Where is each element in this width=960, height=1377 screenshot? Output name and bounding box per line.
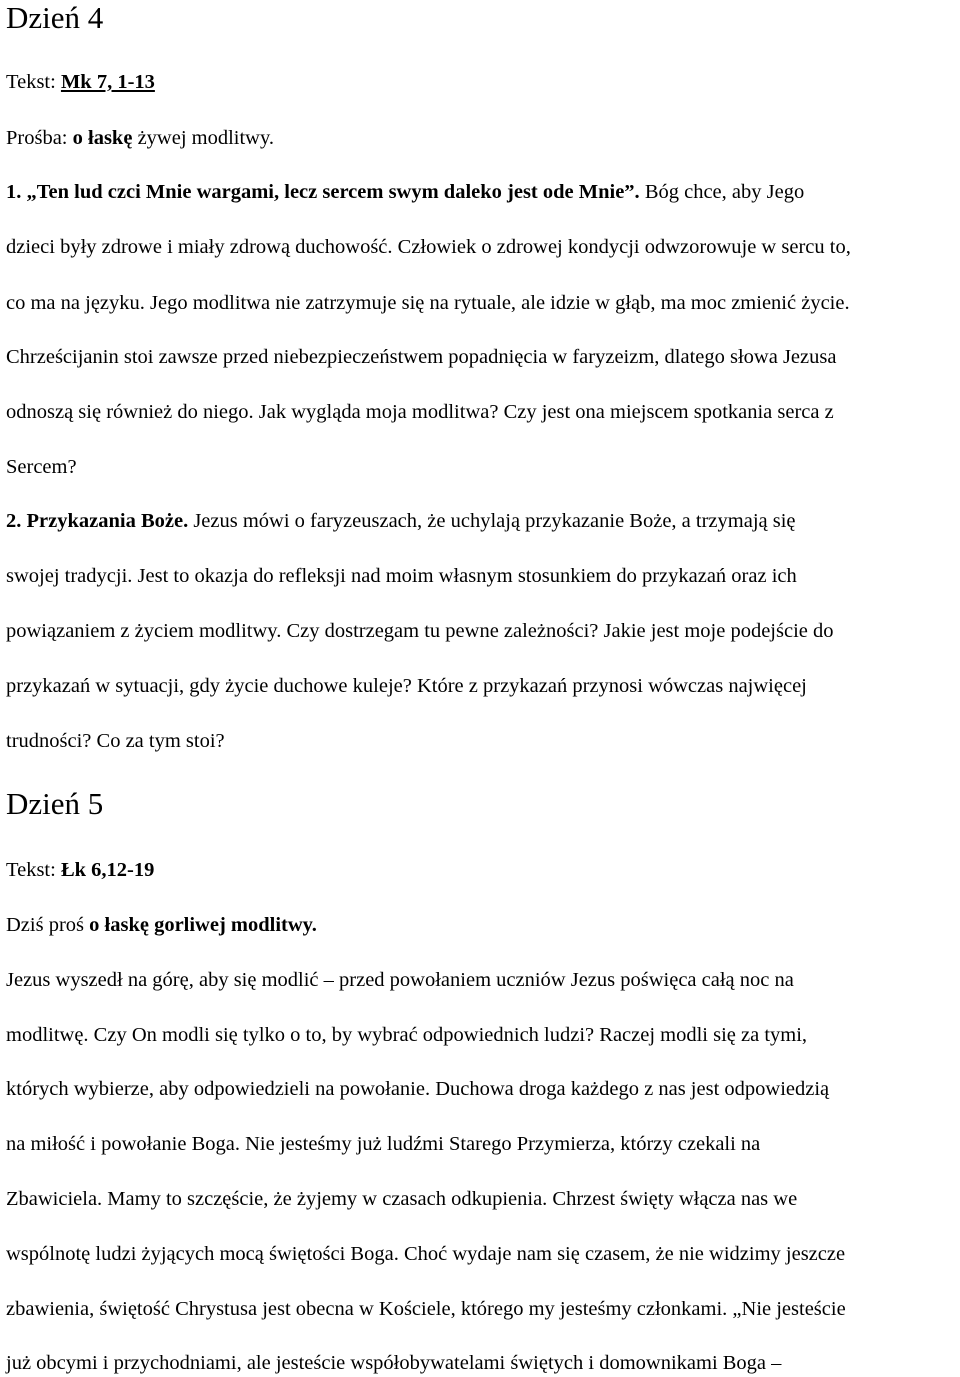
day5-title: Dzień 5 — [6, 786, 104, 821]
day5-body-line: wspólnotę ludzi żyjących mocą świętości Boga. Choć wydaje nam się czasem, że nie widzimy jeszcze — [6, 1243, 846, 1265]
day4-point2-text: Jezus mówi o faryzeuszach, że uchylają przykazanie Boże, a trzymają się — [188, 510, 796, 532]
day5-body-line: Jezus wyszedł na górę, aby się modlić – przed powołaniem uczniów Jezus poświęca całą noc na — [6, 969, 794, 991]
day5-text-label: Tekst: — [6, 859, 61, 881]
day4-p1-line: odnoszą się również do niego. Jak wygląda moja modlitwa? Czy jest ona miejscem spotkania serca z — [6, 401, 834, 423]
day5-request-bold: o łaskę gorliwej modlitwy. — [89, 914, 317, 936]
day4-p1-line: Sercem? — [6, 456, 77, 478]
day4-point2-heading: 2. Przykazania Boże. — [6, 510, 189, 532]
day4-p1-line: co ma na języku. Jego modlitwa nie zatrzymuje się na rytuale, ale idzie w głąb, ma moc zmienić życie. — [6, 292, 850, 314]
day5-body-line: zbawienia, świętość Chrystusa jest obecna w Kościele, którego my jesteśmy członkami. „Nie jesteście — [6, 1298, 846, 1320]
day4-text-reference — [6, 69, 155, 96]
day4-p2-line: powiązaniem z życiem modlitwy. Czy dostrzegam tu pewne zależności? Jakie jest moje podejście do — [6, 620, 834, 642]
day4-p1-line: dzieci były zdrowe i miały zdrową duchowość. Człowiek o zdrowej kondycji odwzorowuje w sercu to, — [6, 236, 851, 258]
day4-request-bold: o łaskę — [72, 127, 133, 149]
day4-point1-heading: 1. „Ten lud czci Mnie wargami, lecz sercem swym daleko jest ode Mnie”. — [6, 181, 640, 203]
day5-body-line: modlitwę. Czy On modli się tylko o to, by wybrać odpowiednich ludzi? Raczej modli się za tymi, — [6, 1024, 808, 1046]
day4-p2-line — [6, 508, 796, 535]
day4-request — [6, 125, 274, 152]
day5-body-line: już obcymi i przychodniami, ale jesteście współobywatelami świętych i domownikami Boga – — [6, 1352, 782, 1374]
day4-text-label: Tekst: — [6, 71, 61, 93]
day5-text-reference — [6, 857, 154, 884]
day5-body-line: na miłość i powołanie Boga. Nie jesteśmy już ludźmi Starego Przymierza, którzy czekali na — [6, 1133, 761, 1155]
day4-request-rest: żywej modlitwy. — [132, 127, 275, 149]
day4-title: Dzień 4 — [6, 0, 104, 35]
day4-p2-line: przykazań w sytuacji, gdy życie duchowe kuleje? Które z przykazań przynosi wówczas najwięcej — [6, 675, 807, 697]
day5-request — [6, 912, 317, 939]
day4-p2-line: trudności? Co za tym stoi? — [6, 730, 225, 752]
day5-scripture-ref: Łk 6,12-19 — [60, 859, 155, 881]
day4-p1-line — [6, 179, 804, 206]
day5-body-line: których wybierze, aby odpowiedzieli na powołanie. Duchowa droga każdego z nas jest odpowiedzią — [6, 1078, 830, 1100]
day5-request-prefix: Dziś proś — [6, 914, 90, 936]
day4-scripture-link[interactable]: Mk 7, 1-13 — [60, 71, 155, 93]
day4-point1-text: Bóg chce, aby Jego — [639, 181, 805, 203]
day4-p2-line: swojej tradycji. Jest to okazja do refleksji nad moim własnym stosunkiem do przykazań oraz ich — [6, 565, 797, 587]
day5-body-line: Zbawiciela. Mamy to szczęście, że żyjemy w czasach odkupienia. Chrzest święty włącza nas we — [6, 1188, 798, 1210]
day4-request-label: Prośba: — [6, 127, 73, 149]
day4-p1-line: Chrześcijanin stoi zawsze przed niebezpieczeństwem popadnięcia w faryzeizm, dlatego słowa Jezusa — [6, 346, 837, 368]
